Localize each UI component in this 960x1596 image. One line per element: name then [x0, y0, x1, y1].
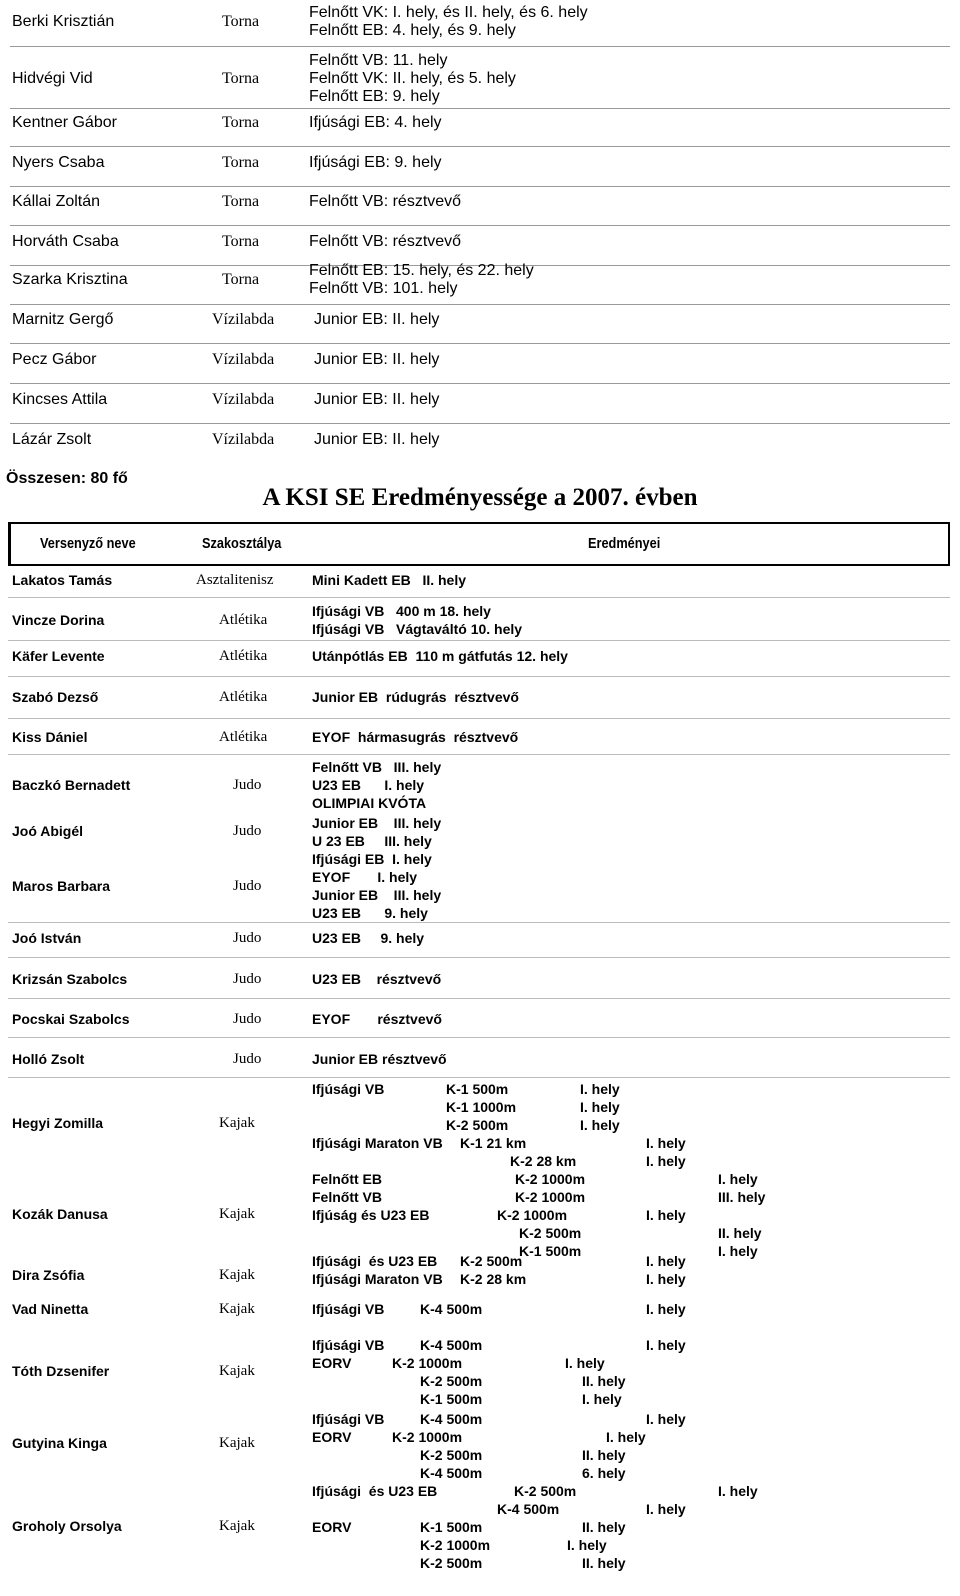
row-divider	[8, 998, 950, 999]
top-name: Kincses Attila	[12, 391, 108, 408]
athlete-sport: Judo	[233, 930, 262, 946]
kajak-result-cell: I. hely	[646, 1337, 686, 1353]
athlete-result: Junior EB III. hely	[312, 887, 442, 903]
top-name: Lázár Zsolt	[12, 431, 92, 448]
athlete-name: Maros Barbara	[12, 878, 111, 894]
athlete-result: U23 EB I. hely	[312, 777, 425, 793]
top-row-divider	[10, 343, 950, 344]
kajak-result-cell: I. hely	[580, 1099, 620, 1115]
top-row-divider	[10, 304, 950, 305]
athlete-name: Kozák Danusa	[12, 1206, 108, 1222]
athlete-name: Vad Ninetta	[12, 1301, 89, 1317]
top-result: Felnőtt VK: I. hely, és II. hely, és 6. hely	[309, 4, 588, 21]
athlete-name: Kiss Dániel	[12, 729, 88, 745]
athlete-name: Dira Zsófia	[12, 1267, 85, 1283]
top-result: Felnőtt EB: 4. hely, és 9. hely	[309, 22, 516, 39]
kajak-result-cell: K-4 500m	[420, 1411, 483, 1427]
row-divider	[8, 754, 950, 755]
top-result: Junior EB: II. hely	[314, 311, 440, 328]
athlete-sport: Kajak	[219, 1267, 255, 1283]
top-result: Ifjúsági EB: 4. hely	[309, 114, 442, 131]
athlete-name: Vincze Dorina	[12, 612, 105, 628]
kajak-result-cell: I. hely	[582, 1391, 622, 1407]
athlete-sport: Judo	[233, 823, 262, 839]
athlete-sport: Judo	[233, 878, 262, 894]
top-row-divider	[10, 383, 950, 384]
kajak-result-cell: I. hely	[646, 1411, 686, 1427]
kajak-result-cell: EORV	[312, 1355, 352, 1371]
athlete-sport: Kajak	[219, 1435, 255, 1451]
kajak-result-cell: Ifjúsági VB	[312, 1301, 385, 1317]
row-divider	[8, 1037, 950, 1038]
athlete-name: Joó Abigél	[12, 823, 84, 839]
athlete-name: Gutyina Kinga	[12, 1435, 107, 1451]
athlete-result: U23 EB 9. hely	[312, 905, 428, 921]
row-divider	[8, 922, 950, 923]
kajak-result-cell: K-1 500m	[519, 1243, 582, 1259]
athlete-sport: Judo	[233, 1051, 262, 1067]
athlete-name: Hegyi Zomilla	[12, 1115, 104, 1131]
top-sport: Torna	[222, 70, 260, 87]
kajak-result-cell: K-1 500m	[446, 1081, 509, 1097]
athlete-result: Junior EB III. hely	[312, 815, 442, 831]
athlete-name: Joó István	[12, 930, 82, 946]
athlete-sport: Atlétika	[219, 729, 268, 745]
kajak-result-cell: Ifjúsági Maraton VB	[312, 1271, 443, 1287]
top-sport: Vízilabda	[212, 351, 275, 368]
top-sport: Vízilabda	[212, 431, 275, 448]
athlete-name: Holló Zsolt	[12, 1051, 85, 1067]
kajak-result-cell: Ifjúsági VB	[312, 1337, 385, 1353]
row-divider	[8, 1077, 950, 1078]
athlete-name: Pocskai Szabolcs	[12, 1011, 130, 1027]
top-sport: Torna	[222, 13, 260, 30]
top-sport: Vízilabda	[212, 311, 275, 328]
athlete-result: EYOF résztvevő	[312, 1011, 442, 1027]
kajak-result-cell: Ifjúsági VB	[312, 1411, 385, 1427]
athlete-result: U23 EB 9. hely	[312, 930, 425, 946]
athlete-result: Utánpótlás EB 110 m gátfutás 12. hely	[312, 648, 568, 664]
athlete-result: EYOF hármasugrás résztvevő	[312, 729, 519, 745]
kajak-result-cell: I. hely	[718, 1243, 758, 1259]
top-result: Junior EB: II. hely	[314, 431, 440, 448]
kajak-result-cell: I. hely	[567, 1537, 607, 1553]
kajak-result-cell: I. hely	[646, 1153, 686, 1169]
athlete-result: Felnőtt VB III. hely	[312, 759, 442, 775]
athlete-result: U23 EB résztvevő	[312, 971, 442, 987]
athlete-sport: Kajak	[219, 1206, 255, 1222]
athlete-sport: Atlétika	[219, 689, 268, 705]
athlete-sport: Kajak	[219, 1301, 255, 1317]
kajak-result-cell: K-2 1000m	[420, 1537, 491, 1553]
row-divider	[8, 597, 950, 598]
top-result: Felnőtt VB: 11. hely	[309, 52, 448, 69]
top-row-divider	[10, 225, 950, 226]
athlete-result: EYOF I. hely	[312, 869, 418, 885]
kajak-result-cell: K-2 500m	[420, 1447, 483, 1463]
kajak-result-cell: K-1 21 km	[460, 1135, 527, 1151]
kajak-result-cell: K-2 500m	[420, 1373, 483, 1389]
kajak-result-cell: K-1 500m	[420, 1391, 483, 1407]
athlete-sport: Atlétika	[219, 612, 268, 628]
kajak-result-cell: EORV	[312, 1519, 352, 1535]
top-sport: Torna	[222, 193, 260, 210]
kajak-result-cell: K-2 500m	[420, 1555, 483, 1571]
top-name: Berki Krisztián	[12, 13, 115, 30]
kajak-result-cell: Felnőtt VB	[312, 1189, 382, 1205]
row-divider	[8, 718, 950, 719]
athlete-result: OLIMPIAI KVÓTA	[312, 795, 427, 811]
table-header	[8, 522, 950, 566]
kajak-result-cell: II. hely	[582, 1447, 626, 1463]
kajak-result-cell: I. hely	[565, 1355, 605, 1371]
kajak-result-cell: K-1 1000m	[446, 1099, 517, 1115]
kajak-result-cell: K-1 500m	[420, 1519, 483, 1535]
kajak-result-cell: I. hely	[718, 1171, 758, 1187]
top-name: Kentner Gábor	[12, 114, 117, 131]
athlete-sport: Judo	[233, 1011, 262, 1027]
athlete-sport: Kajak	[219, 1115, 255, 1131]
kajak-result-cell: I. hely	[606, 1429, 646, 1445]
kajak-result-cell: Ifjúság és U23 EB	[312, 1207, 430, 1223]
athlete-sport: Judo	[233, 777, 262, 793]
athlete-result: Junior EB rúdugrás résztvevő	[312, 689, 519, 705]
kajak-result-cell: I. hely	[646, 1301, 686, 1317]
header-results: Eredményei	[588, 535, 661, 552]
top-row-divider	[10, 146, 950, 147]
kajak-result-cell: I. hely	[646, 1253, 686, 1269]
top-sport: Torna	[222, 154, 260, 171]
kajak-result-cell: II. hely	[582, 1519, 626, 1535]
top-name: Horváth Csaba	[12, 233, 119, 250]
kajak-result-cell: I. hely	[580, 1081, 620, 1097]
kajak-result-cell: Ifjúsági VB	[312, 1081, 385, 1097]
kajak-result-cell: 6. hely	[582, 1465, 626, 1481]
athlete-result: U 23 EB III. hely	[312, 833, 432, 849]
header-sport: Szakosztálya	[202, 535, 282, 552]
kajak-result-cell: K-2 1000m	[392, 1355, 463, 1371]
kajak-result-cell: I. hely	[646, 1135, 686, 1151]
top-sport: Torna	[222, 233, 260, 250]
kajak-result-cell: K-4 500m	[497, 1501, 560, 1517]
top-name: Kállai Zoltán	[12, 193, 101, 210]
kajak-result-cell: EORV	[312, 1429, 352, 1445]
kajak-result-cell: K-2 28 km	[460, 1271, 527, 1287]
top-name: Pecz Gábor	[12, 351, 97, 368]
kajak-result-cell: K-2 28 km	[510, 1153, 577, 1169]
top-row-divider	[10, 108, 950, 109]
top-result: Junior EB: II. hely	[314, 391, 440, 408]
top-result: Felnőtt VB: 101. hely	[309, 280, 458, 297]
header-name: Versenyző neve	[40, 535, 136, 552]
athlete-result: Ifjúsági EB I. hely	[312, 851, 432, 867]
athlete-name: Szabó Dezső	[12, 689, 99, 705]
row-divider	[8, 676, 950, 677]
kajak-result-cell: K-4 500m	[420, 1465, 483, 1481]
top-sport: Torna	[222, 271, 260, 288]
athlete-sport: Judo	[233, 971, 262, 987]
kajak-result-cell: K-2 500m	[460, 1253, 523, 1269]
kajak-result-cell: III. hely	[718, 1189, 766, 1205]
athlete-name: Groholy Orsolya	[12, 1518, 122, 1534]
kajak-result-cell: I. hely	[646, 1271, 686, 1287]
kajak-result-cell: II. hely	[582, 1555, 626, 1571]
athlete-name: Käfer Levente	[12, 648, 105, 664]
top-row-divider	[10, 186, 950, 187]
kajak-result-cell: Felnőtt EB	[312, 1171, 382, 1187]
athlete-sport: Asztalitenisz	[196, 572, 274, 588]
kajak-result-cell: K-2 500m	[446, 1117, 509, 1133]
kajak-result-cell: I. hely	[646, 1501, 686, 1517]
page-title: A KSI SE Eredményessége a 2007. évben	[262, 484, 698, 511]
kajak-result-cell: K-4 500m	[420, 1301, 483, 1317]
top-result: Felnőtt VB: résztvevő	[309, 233, 462, 250]
athlete-name: Lakatos Tamás	[12, 572, 113, 588]
kajak-result-cell: K-2 1000m	[515, 1189, 586, 1205]
kajak-result-cell: II. hely	[582, 1373, 626, 1389]
top-sport: Torna	[222, 114, 260, 131]
kajak-result-cell: K-2 1000m	[392, 1429, 463, 1445]
athlete-name: Tóth Dzsenifer	[12, 1363, 110, 1379]
top-result: Felnőtt VK: II. hely, és 5. hely	[309, 70, 516, 87]
top-sport: Vízilabda	[212, 391, 275, 408]
total-count: Összesen: 80 fő	[6, 470, 128, 487]
kajak-result-cell: II. hely	[718, 1225, 762, 1241]
top-result: Felnőtt VB: résztvevő	[309, 193, 462, 210]
kajak-result-cell: K-2 500m	[519, 1225, 582, 1241]
athlete-sport: Kajak	[219, 1363, 255, 1379]
row-divider	[8, 640, 950, 641]
kajak-result-cell: Ifjúsági Maraton VB	[312, 1135, 443, 1151]
athlete-name: Krizsán Szabolcs	[12, 971, 128, 987]
kajak-result-cell: K-4 500m	[420, 1337, 483, 1353]
kajak-result-cell: K-2 500m	[514, 1483, 577, 1499]
athlete-result: Ifjúsági VB Vágtaváltó 10. hely	[312, 621, 523, 637]
top-result: Ifjúsági EB: 9. hely	[309, 154, 442, 171]
top-name: Hidvégi Vid	[12, 70, 93, 87]
row-divider	[8, 957, 950, 958]
top-result: Felnőtt EB: 9. hely	[309, 88, 440, 105]
athlete-result: Mini Kadett EB II. hely	[312, 572, 467, 588]
top-name: Nyers Csaba	[12, 154, 105, 171]
top-row-divider	[10, 46, 950, 47]
kajak-result-cell: K-2 1000m	[515, 1171, 586, 1187]
athlete-sport: Atlétika	[219, 648, 268, 664]
kajak-result-cell: Ifjúsági és U23 EB	[312, 1253, 438, 1269]
athlete-result: Junior EB résztvevő	[312, 1051, 447, 1067]
top-name: Marnitz Gergő	[12, 311, 114, 328]
kajak-result-cell: I. hely	[718, 1483, 758, 1499]
athlete-name: Baczkó Bernadett	[12, 777, 131, 793]
top-result: Junior EB: II. hely	[314, 351, 440, 368]
athlete-result: Ifjúsági VB 400 m 18. hely	[312, 603, 491, 619]
top-row-divider	[10, 423, 950, 424]
kajak-result-cell: K-2 1000m	[497, 1207, 568, 1223]
kajak-result-cell: I. hely	[580, 1117, 620, 1133]
top-result: Felnőtt EB: 15. hely, és 22. hely	[309, 262, 534, 279]
top-name: Szarka Krisztina	[12, 271, 128, 288]
kajak-result-cell: Ifjúsági és U23 EB	[312, 1483, 438, 1499]
athlete-sport: Kajak	[219, 1518, 255, 1534]
kajak-result-cell: I. hely	[646, 1207, 686, 1223]
